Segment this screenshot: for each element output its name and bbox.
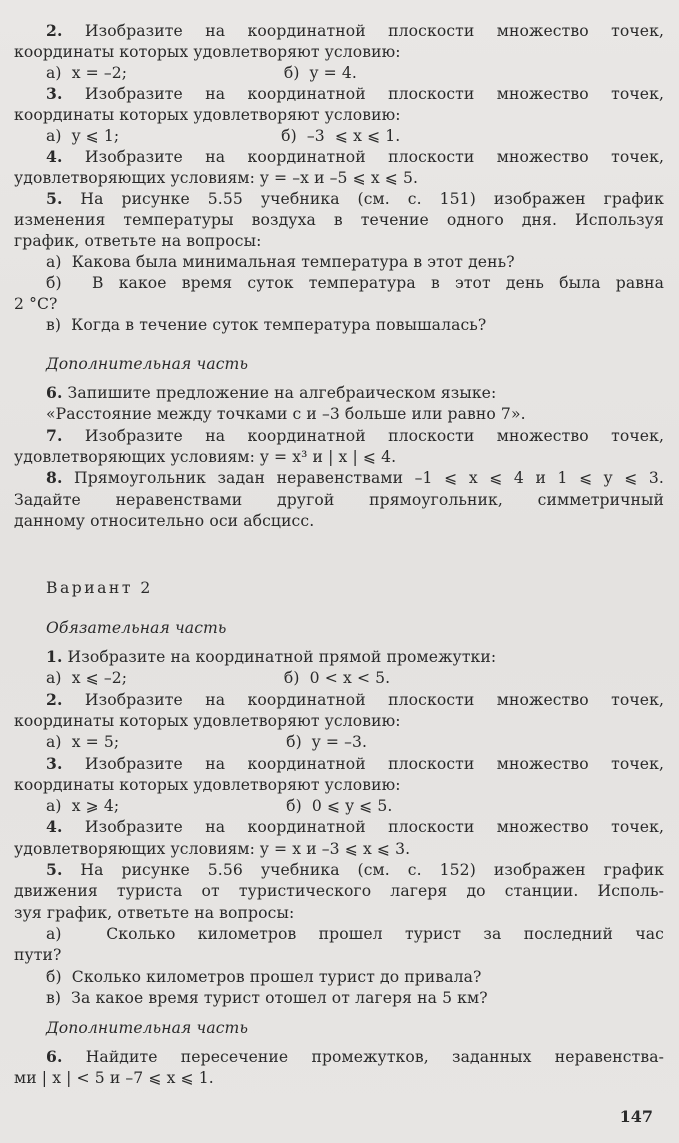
- line-text: На рисунке 5.55 учебника (см. с. 151) изображен график: [62, 190, 664, 208]
- line-text: Изобразите на координатной плоскости множество точек,: [62, 818, 664, 837]
- line-text: ми | x | < 5 и –7 ⩽ x ⩽ 1.: [14, 1069, 214, 1087]
- line-text: а) Какова была минимальная температура в этот день?: [46, 253, 515, 271]
- text-line: [46, 404, 664, 424]
- line-text: зуя график, ответьте на вопросы:: [14, 903, 295, 922]
- line-text: удовлетворяющих условиям: y = x³ и | x | ⩽ 4.: [14, 447, 397, 466]
- text-line: [14, 490, 664, 510]
- line-text: пути?: [14, 946, 62, 965]
- text-line: [46, 967, 664, 987]
- line-text: Найдите пересечение промежутков, заданных неравенства-: [62, 1048, 664, 1066]
- line-text: в) За какое время турист отошел от лагеря на 5 км?: [46, 988, 488, 1007]
- text-line: [46, 732, 664, 752]
- text-line: [46, 690, 664, 710]
- page-number: 147: [619, 1107, 653, 1126]
- task-number: 2.: [46, 21, 63, 40]
- task-number: 4.: [46, 147, 63, 166]
- line-text: удовлетворяющих условиям: y = –x и –5 ⩽ x ⩽ 5.: [14, 169, 419, 187]
- line-text: Изобразите на координатной плоскости множество точек,: [62, 426, 664, 445]
- text-line: [46, 860, 664, 880]
- text-line: [46, 147, 664, 167]
- text-line: [14, 903, 664, 923]
- text-line: [14, 881, 664, 901]
- text-line: [46, 468, 664, 488]
- line-text: Изобразите на координатной плоскости множество точек,: [62, 754, 664, 773]
- task-number: 2.: [46, 689, 63, 709]
- line-text: а) y ⩽ 1; б) –3 ⩽ x ⩽ 1.: [46, 127, 401, 145]
- line-text: Прямоугольник задан неравенствами –1 ⩽ x ⩽ 4 и 1 ⩽ y ⩽ 3.: [62, 469, 664, 488]
- line-text: движения туриста от туристического лагеря до станции. Исполь-: [14, 882, 664, 901]
- text-line: [14, 945, 664, 965]
- text-line: [46, 273, 664, 293]
- section-heading-extra-1: Дополнительная часть: [46, 355, 249, 373]
- text-line: [14, 210, 664, 230]
- line-text: а) x = 5; б) y = –3.: [46, 733, 368, 752]
- text-line: [46, 796, 664, 816]
- line-text: Задайте неравенствами другой прямоугольник, симметричный: [14, 490, 664, 509]
- line-text: изменения температуры воздуха в течение одного дня. Используя: [14, 211, 664, 229]
- text-line: [46, 668, 664, 688]
- text-line: [46, 21, 664, 41]
- line-text: Изобразите на координатной плоскости множество точек,: [62, 85, 664, 103]
- line-text: Изобразите на координатной плоскости множество точек,: [62, 690, 664, 709]
- text-line: [46, 754, 664, 774]
- line-text: а) x = –2; б) y = 4.: [46, 64, 357, 82]
- text-line: [46, 1047, 664, 1067]
- task-number: 5.: [46, 189, 63, 208]
- text-line: [46, 126, 664, 146]
- text-line: [46, 383, 664, 403]
- text-line: [14, 447, 664, 467]
- task-number: 7.: [46, 425, 63, 445]
- task-number: 1.: [46, 647, 63, 666]
- text-line: [14, 839, 664, 859]
- task-number: 5.: [46, 860, 63, 879]
- task-number: 3.: [46, 753, 63, 773]
- text-line: [46, 647, 664, 667]
- line-text: Изобразите на координатной прямой промежутки:: [62, 648, 497, 666]
- line-text: а) Сколько километров прошел турист за последний час: [46, 924, 664, 943]
- line-text: данному относительно оси абсцисс.: [14, 511, 315, 530]
- text-line: [46, 988, 664, 1008]
- line-text: в) Когда в течение суток температура повышалась?: [46, 316, 487, 334]
- line-text: «Расстояние между точками c и –3 больше или равно 7».: [46, 405, 526, 424]
- text-line: [46, 189, 664, 209]
- line-text: Изобразите на координатной плоскости множество точек,: [62, 148, 664, 166]
- text-line: [46, 252, 664, 272]
- text-line: [14, 1068, 664, 1088]
- section-heading-extra-2: Дополнительная часть: [46, 1019, 249, 1037]
- task-number: 8.: [46, 468, 63, 488]
- text-line: [14, 231, 664, 251]
- task-number: 4.: [46, 817, 63, 837]
- line-text: б) Сколько километров прошел турист до привала?: [46, 967, 482, 986]
- text-line: [46, 817, 664, 837]
- line-text: координаты которых удовлетворяют условию:: [14, 43, 401, 61]
- task-number: 6.: [46, 383, 63, 402]
- text-line: [46, 63, 664, 83]
- line-text: а) x ⩾ 4; б) 0 ⩽ y ⩽ 5.: [46, 797, 393, 816]
- variant-title: Вариант 2: [46, 579, 153, 597]
- text-line: [14, 105, 664, 125]
- line-text: а) x ⩽ –2; б) 0 < x < 5.: [46, 669, 391, 688]
- text-line: [46, 426, 664, 446]
- section-heading-required: Обязательная часть: [46, 619, 227, 637]
- task-number: 6.: [46, 1047, 63, 1066]
- line-text: график, ответьте на вопросы:: [14, 232, 262, 250]
- line-text: координаты которых удовлетворяют условию:: [14, 106, 401, 124]
- line-text: б) В какое время суток температура в этот день была равна: [46, 274, 664, 292]
- text-line: [46, 315, 664, 335]
- text-line: [14, 511, 664, 531]
- line-text: координаты которых удовлетворяют условию:: [14, 775, 401, 794]
- text-line: [46, 924, 664, 944]
- text-line: [46, 84, 664, 104]
- line-text: координаты которых удовлетворяют условию:: [14, 711, 401, 730]
- text-line: [14, 775, 664, 795]
- text-line: [14, 294, 664, 314]
- line-text: удовлетворяющих условиям: y = x и –3 ⩽ x ⩽ 3.: [14, 839, 411, 858]
- line-text: Запишите предложение на алгебраическом языке:: [62, 384, 497, 402]
- text-line: [14, 168, 664, 188]
- line-text: Изобразите на координатной плоскости множество точек,: [62, 22, 664, 40]
- text-line: [14, 42, 664, 62]
- task-number: 3.: [46, 84, 63, 103]
- line-text: 2 °С?: [14, 295, 58, 313]
- line-text: На рисунке 5.56 учебника (см. с. 152) изображен график: [62, 861, 664, 879]
- text-line: [14, 711, 664, 731]
